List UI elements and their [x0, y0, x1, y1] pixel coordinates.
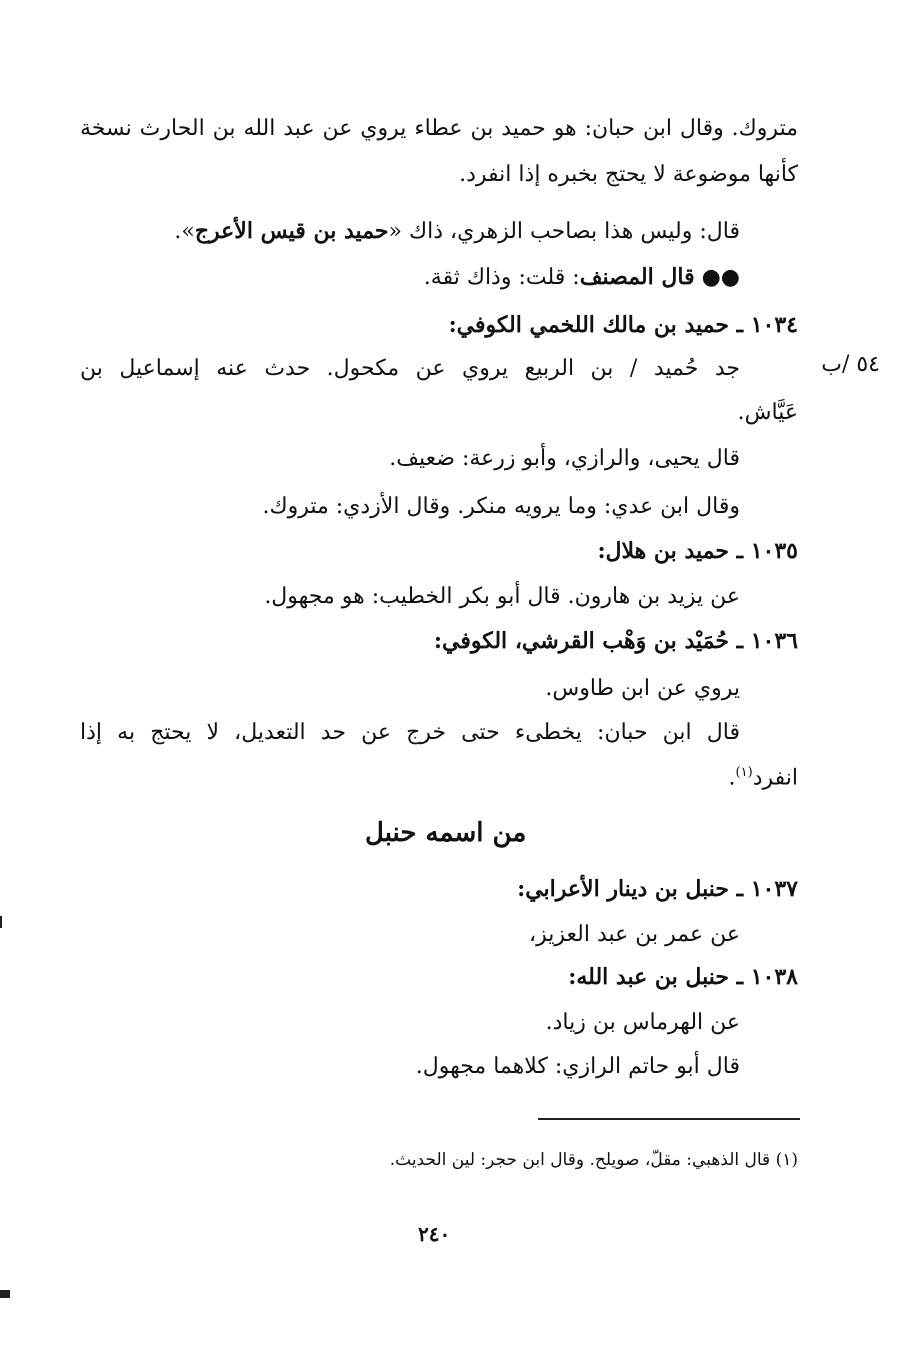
entry-heading: ١٠٣٦ ـ حُمَيْد بن وَهْب القرشي، الكوفي: [433, 628, 798, 654]
quoted-name: حميد بن قيس الأعرج [194, 218, 389, 244]
footnote: (١) قال الذهبي: مقلّ، صويلح. وقال ابن حجر: لين الحديث. [389, 1150, 798, 1170]
section-heading: من اسمه حنبل [365, 818, 527, 848]
quote-text: قال: وليس هذا بصاحب الزهري، ذاك « [388, 219, 740, 244]
text-line [424, 260, 740, 295]
scan-mark [0, 916, 2, 928]
quote-close: ». [174, 219, 195, 244]
author-remark: : قلت: وذاك ثقة. [423, 265, 580, 290]
page-number: ٢٤٠ [418, 1222, 451, 1246]
text-line: عَيَّاش. [737, 400, 798, 425]
footnote-rule [538, 1118, 800, 1120]
author-label: قال المصنف [579, 264, 695, 290]
entry-heading: ١٠٣٨ ـ حنبل بن عبد الله: [568, 964, 798, 990]
scan-mark [0, 1290, 10, 1298]
text-line: كأنها موضوعة لا يحتج بخبره إذا انفرد. [459, 162, 798, 187]
text-line: قال أبو حاتم الرازي: كلاهما مجهول. [415, 1054, 740, 1079]
text-fragment: . [728, 765, 736, 791]
text-line: جد حُميد / بن الربيع يروي عن مكحول. حدث عنه إسماعيل بن [80, 356, 740, 381]
margin-folio-note: ٥٤ /ب [821, 352, 880, 377]
text-line: قال يحيى، والرازي، وأبو زرعة: ضعيف. [389, 446, 740, 471]
text-line: متروك. وقال ابن حبان: هو حميد بن عطاء يروي عن عبد الله بن الحارث نسخة [80, 116, 798, 141]
text-line: عن عمر بن عبد العزيز، [529, 922, 740, 947]
text-line: يروي عن ابن طاوس. [545, 676, 740, 701]
text-line: قال ابن حبان: يخطىء حتى خرج عن حد التعديل، لا يحتج به إذا [80, 720, 740, 745]
entry-heading: ١٠٣٧ ـ حنبل بن دينار الأعرابي: [517, 876, 798, 902]
footnote-ref: (١) [735, 765, 753, 780]
text-line: عن الهرماس بن زياد. [545, 1010, 740, 1035]
entry-heading: ١٠٣٤ ـ حميد بن مالك اللخمي الكوفي: [448, 312, 798, 338]
text-line: عن يزيد بن هارون. قال أبو بكر الخطيب: هو مجهول. [264, 584, 740, 609]
text-fragment: انفرد [752, 765, 798, 791]
text-line: وقال ابن عدي: وما يرويه منكر. وقال الأزدي: متروك. [262, 494, 740, 519]
text-line [729, 756, 798, 795]
text-line [174, 214, 740, 249]
entry-heading: ١٠٣٥ ـ حميد بن هلال: [597, 538, 798, 564]
bullet-mark: ●● [701, 264, 740, 290]
